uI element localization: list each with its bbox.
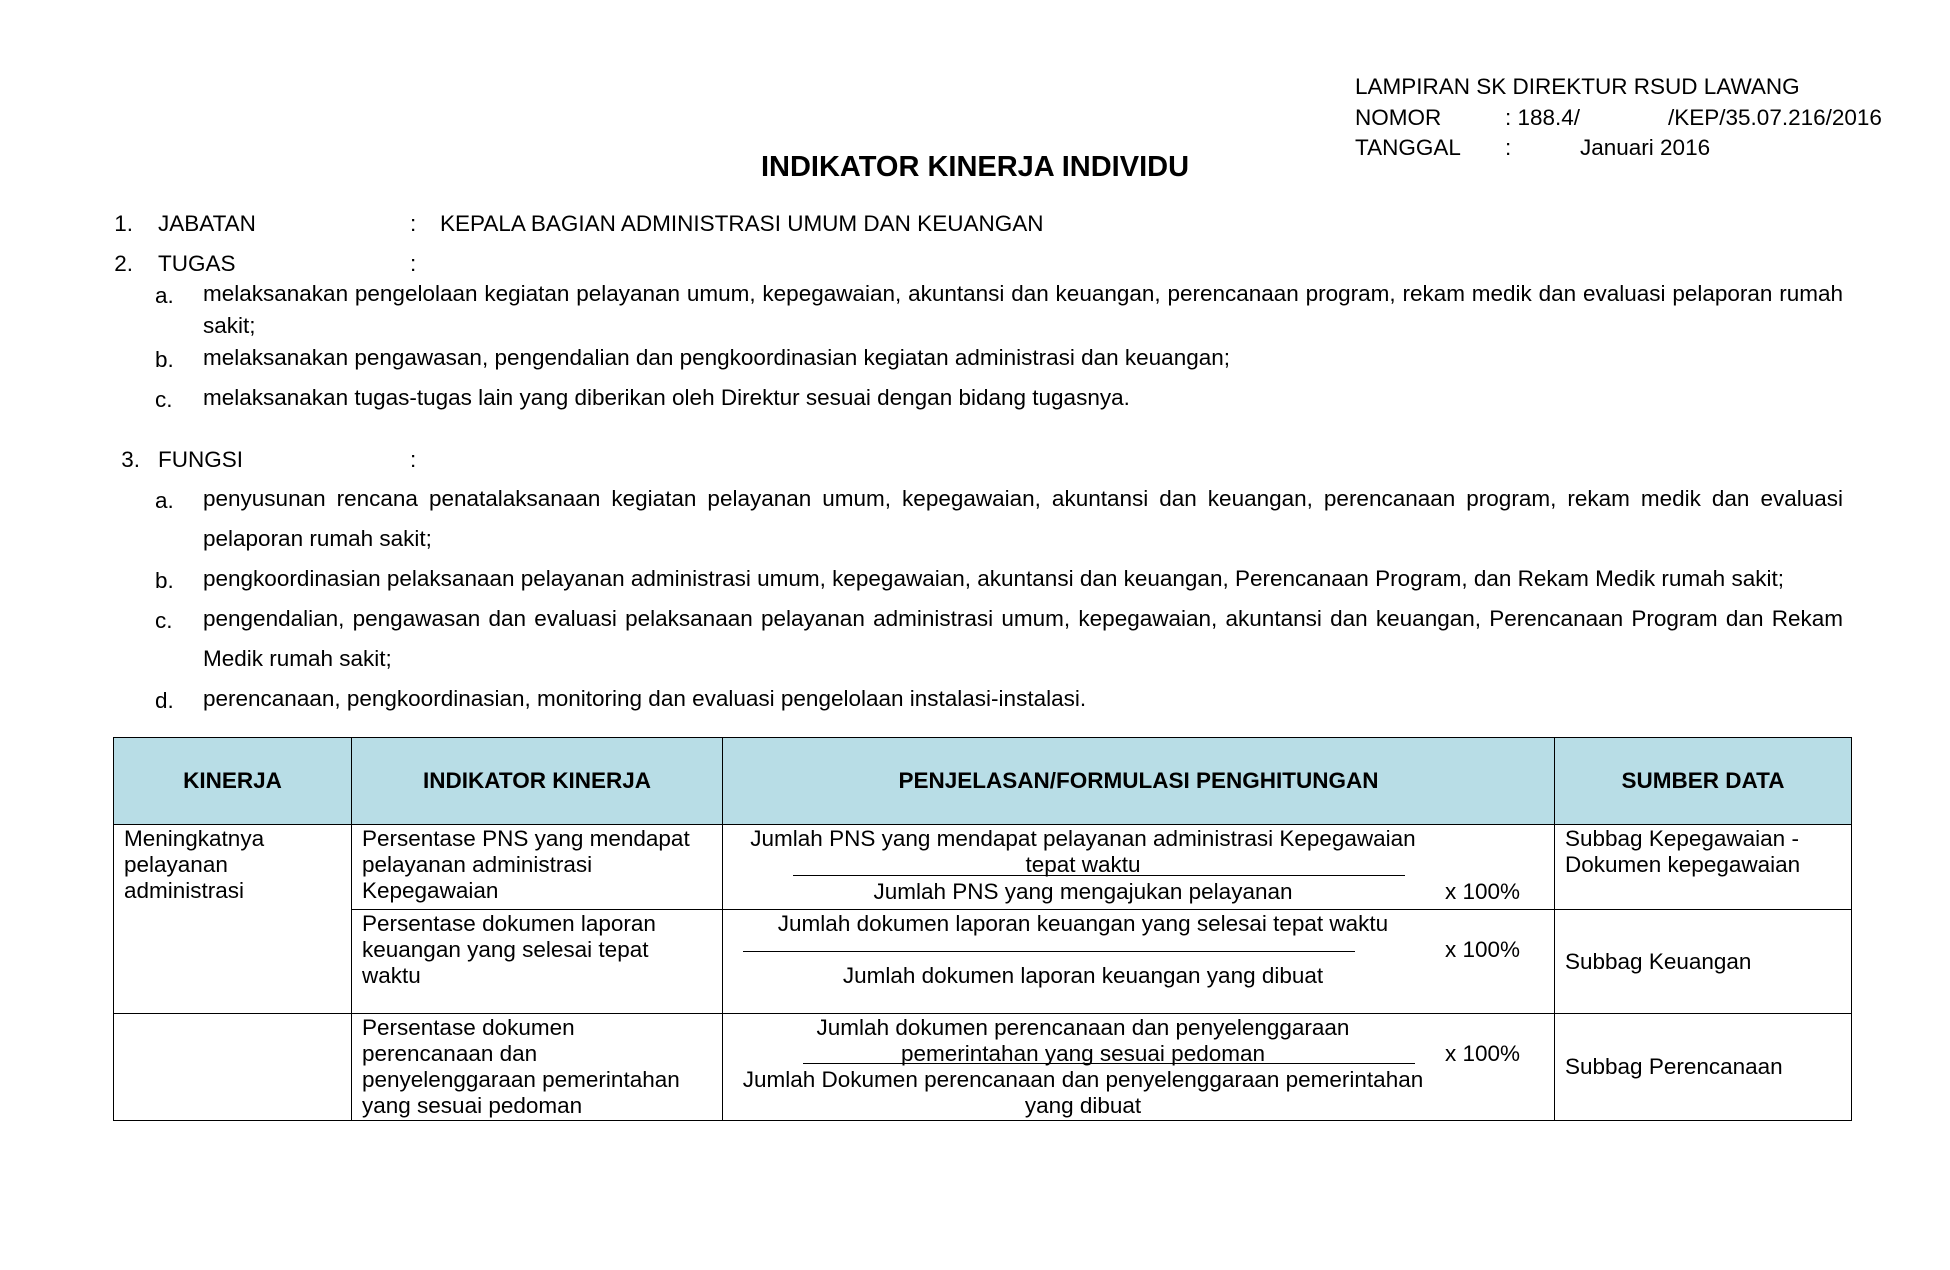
jabatan-label: JABATAN [158,211,256,236]
indikator-cell [352,1014,723,1121]
list-letter: d. [155,688,174,713]
list-letter: b. [155,347,174,372]
tugas-item: melaksanakan tugas-tugas lain yang diberikan oleh Direktur sesuai dengan bidang tugasnya. [203,385,1130,410]
sumber-text: Subbag Kepegawaian - Dokumen kepegawaian [1565,826,1801,877]
list-letter: c. [155,387,173,412]
formula-numerator: Jumlah dokumen laporan keuangan yang selesai tepat waktu [777,911,1389,936]
formula-cell [723,1014,1555,1121]
formula-multiplier: x 100% [1445,879,1521,904]
kinerja-text: Meningkatnya pelayanan administrasi [124,826,265,903]
header-formulasi: PENJELASAN/FORMULASI PENGHITUNGAN [723,738,1555,825]
kinerja-cell [114,1014,352,1121]
tanggal-label: TANGGAL [1355,135,1461,160]
fungsi-item: pengkoordinasian pelaksanaan pelayanan administrasi umum, kepegawaian, akuntansi dan keuangan, Perencanaan Program, dan Rekam Medik rumah sakit; [203,566,1784,591]
formula-cell [723,910,1555,1014]
header-indikator: INDIKATOR KINERJA [352,738,723,825]
list-letter: a. [155,283,174,308]
table-row [114,825,1852,910]
fraction-line [803,1063,1415,1064]
formula-denominator: Jumlah Dokumen perencanaan dan penyelenggaraan pemerintahan yang dibuat [742,1067,1424,1118]
page-title: INDIKATOR KINERJA INDIVIDU [760,151,1190,183]
tugas-item: melaksanakan pengawasan, pengendalian dan pengkoordinasian kegiatan administrasi dan keuangan; [203,345,1231,370]
fungsi-label: FUNGSI [158,447,244,472]
table-row [114,910,1852,1014]
header-kinerja: KINERJA [114,738,352,825]
fungsi-colon: : [410,447,417,472]
indikator-text: Persentase dokumen laporan keuangan yang selesai tepat waktu [362,911,656,988]
sumber-cell [1555,910,1852,1014]
tugas-item: melaksanakan pengelolaan kegiatan pelayanan umum, kepegawaian, akuntansi dan keuangan, perencanaan program, rekam medik dan evaluasi pelaporan rumah sakit; [203,281,1843,338]
section-number: 3. [121,447,140,472]
fraction-line [743,951,1355,952]
formula-multiplier: x 100% [1445,937,1521,962]
tugas-label: TUGAS [158,251,236,276]
sumber-cell [1555,1014,1852,1121]
indikator-cell [352,910,723,1014]
formula-multiplier: x 100% [1445,1041,1521,1066]
tanggal-separator: : [1505,135,1512,160]
list-letter: a. [155,488,174,513]
formula-cell [723,825,1555,910]
formula-numerator: Jumlah PNS yang mendapat pelayanan administrasi Kepegawaian tepat waktu [750,826,1416,877]
indikator-text: Persentase dokumen perencanaan dan penyelenggaraan pemerintahan yang sesuai pedoman [362,1015,680,1118]
tugas-colon: : [410,251,417,276]
sumber-text: Subbag Perencanaan [1565,1054,1783,1079]
indikator-cell [352,825,723,910]
formula-denominator: Jumlah dokumen laporan keuangan yang dibuat [842,963,1324,988]
indikator-text: Persentase PNS yang mendapat pelayanan administrasi Kepegawaian [362,826,690,903]
nomor-separator: : 188.4/ [1505,105,1581,130]
formula-denominator: Jumlah PNS yang mengajukan pelayanan [873,879,1293,904]
kinerja-table [113,737,1852,1121]
header-sumber: SUMBER DATA [1555,738,1852,825]
attachment-title: LAMPIRAN SK DIREKTUR RSUD LAWANG [1355,74,1800,99]
sumber-cell [1555,825,1852,910]
list-letter: c. [155,608,173,633]
fungsi-item: perencanaan, pengkoordinasian, monitoring dan evaluasi pengelolaan instalasi-instalasi. [203,686,1087,711]
fungsi-item: pengendalian, pengawasan dan evaluasi pelaksanaan pelayanan administrasi umum, kepegawaian, akuntansi dan keuangan, Perencanaan Program dan Rekam Medik rumah sakit; [203,606,1843,671]
nomor-label: NOMOR [1355,105,1442,130]
table-header-row [114,738,1852,825]
section-number: 1. [114,211,133,236]
jabatan-value: KEPALA BAGIAN ADMINISTRASI UMUM DAN KEUANGAN [440,211,1044,236]
section-number: 2. [114,251,133,276]
list-letter: b. [155,568,174,593]
tanggal-value: Januari 2016 [1580,135,1711,160]
fraction-line [793,875,1405,876]
nomor-value: /KEP/35.07.216/2016 [1668,105,1882,130]
fungsi-item: penyusunan rencana penatalaksanaan kegiatan pelayanan umum, kepegawaian, akuntansi dan keuangan, perencanaan program, rekam medik dan evaluasi pelaporan rumah sakit; [203,486,1843,551]
jabatan-colon: : [410,211,417,236]
sumber-text: Subbag Keuangan [1565,948,1752,974]
kinerja-cell [114,825,352,1014]
formula-numerator: Jumlah dokumen perencanaan dan penyelenggaraan pemerintahan yang sesuai pedoman [816,1015,1350,1066]
table-row [114,1014,1852,1121]
